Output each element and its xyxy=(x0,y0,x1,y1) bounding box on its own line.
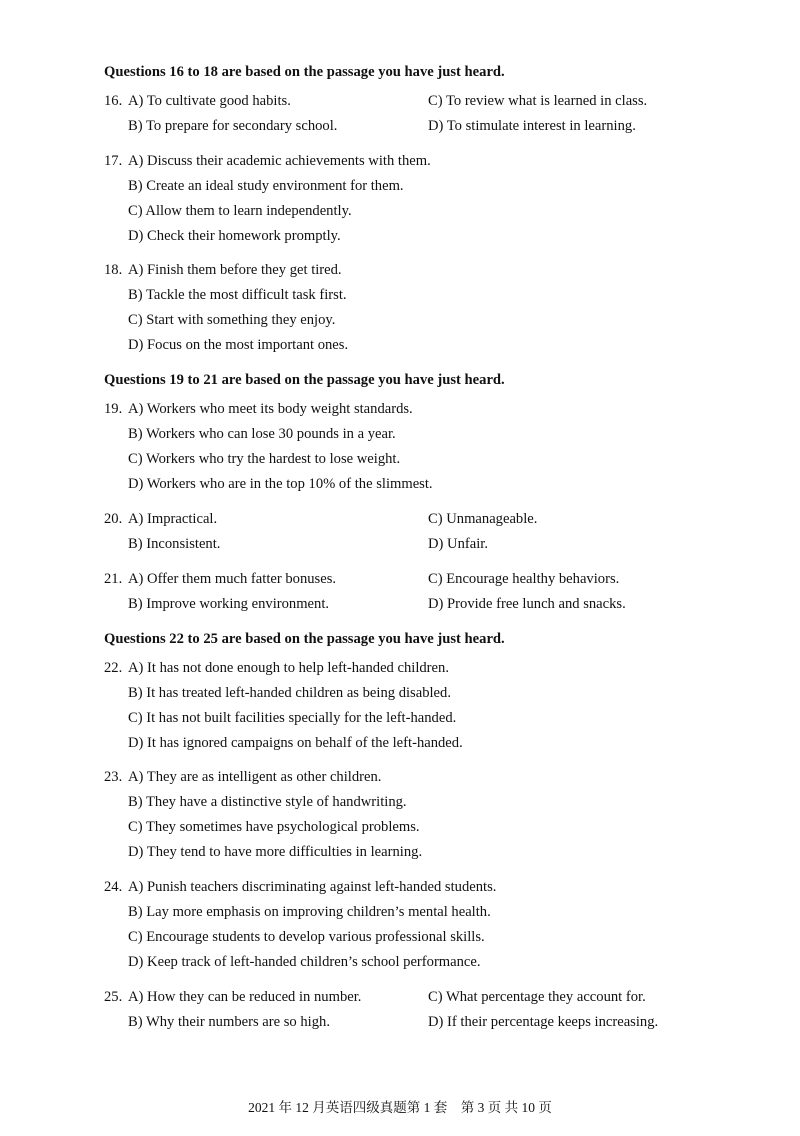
option-d: D) Check their homework promptly. xyxy=(128,228,341,244)
option-d: D) Keep track of left-handed children’s school performance. xyxy=(128,954,481,970)
option-d: D) Unfair. xyxy=(428,536,488,552)
option-b: B) Lay more emphasis on improving children’s mental health. xyxy=(128,904,491,920)
question-number: 17. xyxy=(104,153,123,169)
question-number: 21. xyxy=(104,571,123,587)
option-c: C) Start with something they enjoy. xyxy=(128,312,336,328)
question-number: 25. xyxy=(104,989,123,1005)
option-b: B) Why their numbers are so high. xyxy=(128,1014,330,1030)
option-b: B) To prepare for secondary school. xyxy=(128,118,338,134)
option-a: A) Finish them before they get tired. xyxy=(128,262,342,278)
option-b: B) Tackle the most difficult task first. xyxy=(128,287,347,303)
option-d: D) If their percentage keeps increasing. xyxy=(428,1014,659,1030)
option-b: B) Inconsistent. xyxy=(128,536,221,552)
question-number: 18. xyxy=(104,262,123,278)
option-b: B) Workers who can lose 30 pounds in a year. xyxy=(128,426,396,442)
option-c: C) Unmanageable. xyxy=(428,511,538,527)
question-number: 23. xyxy=(104,769,123,785)
option-a: A) How they can be reduced in number. xyxy=(128,989,362,1005)
option-c: C) Encourage healthy behaviors. xyxy=(428,571,620,587)
option-a: A) Punish teachers discriminating against left-handed students. xyxy=(128,879,497,895)
section-header: Questions 22 to 25 are based on the passage you have just heard. xyxy=(104,631,505,647)
option-d: D) They tend to have more difficulties in learning. xyxy=(128,844,423,860)
option-b: B) It has treated left-handed children as being disabled. xyxy=(128,685,451,701)
page-footer: 2021 年 12 月英语四级真题第 1 套 第 3 页 共 10 页 xyxy=(248,1100,552,1115)
option-c: C) It has not built facilities specially for the left-handed. xyxy=(128,710,457,726)
option-c: C) Encourage students to develop various professional skills. xyxy=(128,929,485,945)
option-c: C) Workers who try the hardest to lose weight. xyxy=(128,451,401,467)
question-number: 20. xyxy=(104,511,123,527)
option-c: C) They sometimes have psychological problems. xyxy=(128,819,420,835)
question-number: 19. xyxy=(104,401,123,417)
option-a: A) It has not done enough to help left-handed children. xyxy=(128,660,449,676)
section-header: Questions 16 to 18 are based on the passage you have just heard. xyxy=(104,64,505,80)
option-a: A) Offer them much fatter bonuses. xyxy=(128,571,337,587)
option-d: D) Workers who are in the top 10% of the slimmest. xyxy=(128,476,433,492)
option-b: B) They have a distinctive style of handwriting. xyxy=(128,794,407,810)
option-a: A) Impractical. xyxy=(128,511,218,527)
option-d: D) It has ignored campaigns on behalf of the left-handed. xyxy=(128,735,463,751)
question-number: 16. xyxy=(104,93,123,109)
option-b: B) Improve working environment. xyxy=(128,596,330,612)
question-number: 24. xyxy=(104,879,123,895)
option-a: A) To cultivate good habits. xyxy=(128,93,291,109)
question-number: 22. xyxy=(104,660,123,676)
option-c: C) Allow them to learn independently. xyxy=(128,203,352,219)
option-c: C) What percentage they account for. xyxy=(428,989,646,1005)
section-header: Questions 19 to 21 are based on the passage you have just heard. xyxy=(104,372,505,388)
option-a: A) Discuss their academic achievements with them. xyxy=(128,153,431,169)
option-d: D) Focus on the most important ones. xyxy=(128,337,349,353)
option-d: D) Provide free lunch and snacks. xyxy=(428,596,626,612)
option-b: B) Create an ideal study environment for them. xyxy=(128,178,404,194)
option-a: A) They are as intelligent as other children. xyxy=(128,769,382,785)
option-c: C) To review what is learned in class. xyxy=(428,93,648,109)
option-d: D) To stimulate interest in learning. xyxy=(428,118,636,134)
option-a: A) Workers who meet its body weight standards. xyxy=(128,401,413,417)
